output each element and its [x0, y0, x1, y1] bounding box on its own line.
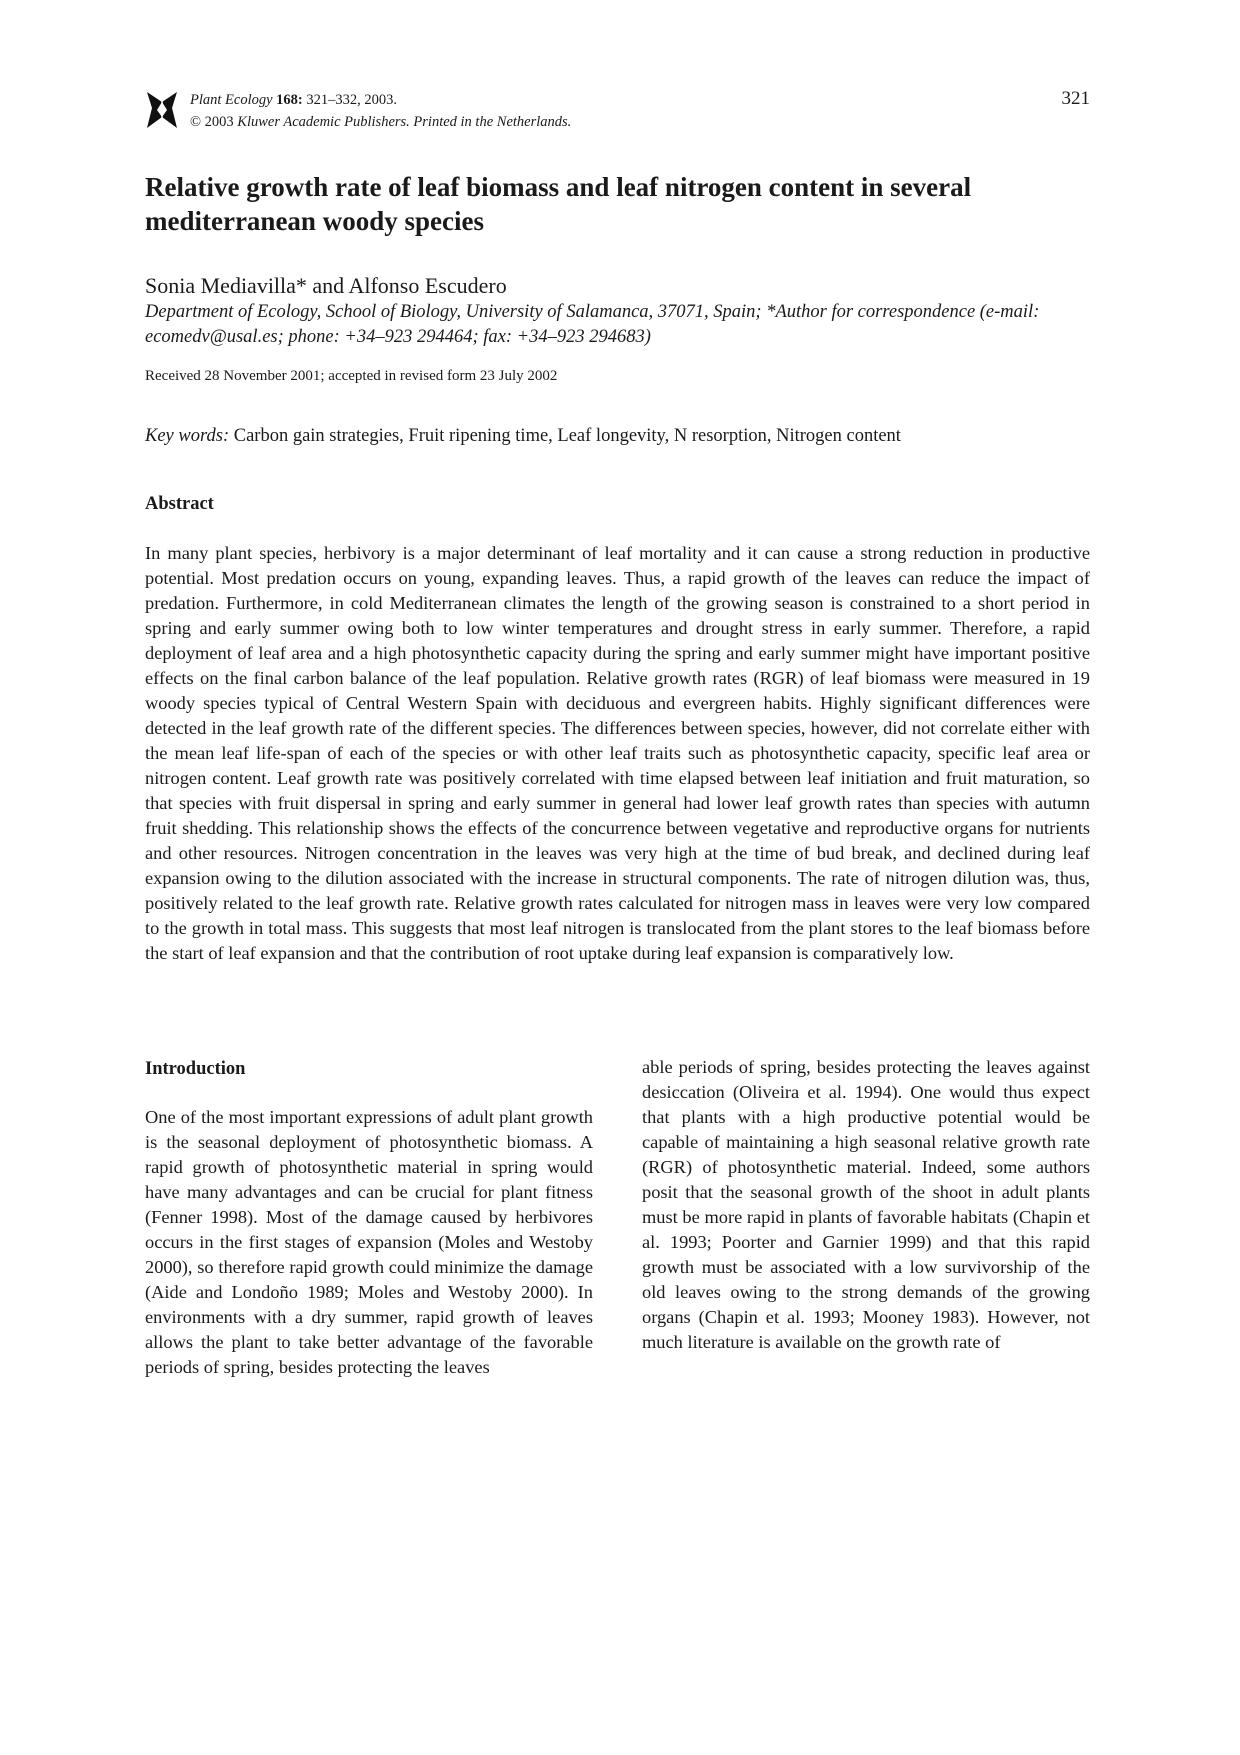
keywords-line [145, 424, 1090, 448]
abstract-text: In many plant species, herbivory is a major determinant of leaf mortality and it can cause a strong reduction in productive potential. Most predation occurs on young, expanding leaves. Thus, a rapid growth of the leaves can reduce the impact of predation. Furthermore, in cold Mediterranean climates the length of the growing season is constrained to a short period in spring and early summer owing both to low winter temperatures and drought stress in early summer. Therefore, a rapid deployment of leaf area and a high photosynthetic capacity during the spring and early summer might have important positive effects on the final carbon balance of the leaf population. Relative growth rates (RGR) of leaf biomass were measured in 19 woody species typical of Central Western Spain with deciduous and evergreen habits. Highly significant differences were detected in the leaf growth rate of the different species. The differences between species, however, did not correlate either with the mean leaf life-span of each of the species or with other leaf traits such as photosynthetic capacity, specific leaf area or nitrogen content. Leaf growth rate was positively correlated with time elapsed between leaf initiation and fruit maturation, so that species with fruit dispersal in spring and early summer in general had lower leaf growth rates than species with autumn fruit shedding. This relationship shows the effects of the concurrence between vegetative and reproductive organs for nutrients and other resources. Nitrogen concentration in the leaves was very high at the time of bud break, and declined during leaf expansion owing to the dilution associated with the increase in structural components. The rate of nitrogen dilution was, thus, positively related to the leaf growth rate. Relative growth rates calculated for nitrogen mass in leaves were very low compared to the growth in total mass. This suggests that most leaf nitrogen is translocated from the plant stores to the leaf biomass before the start of leaf expansion and that the contribution of root uptake during leaf expansion is comparatively low. [145, 543, 1090, 963]
article-authors: Sonia Mediavilla* and Alfonso Escudero [145, 273, 507, 298]
received-dates: Received 28 November 2001; accepted in revised form 23 July 2002 [145, 368, 558, 384]
copyright-year: © 2003 [190, 114, 238, 130]
keywords-label: Key words: [145, 426, 230, 446]
journal-volume: 168: [276, 92, 303, 108]
abstract-heading: Abstract [145, 494, 214, 514]
introduction-right-column: able periods of spring, besides protecting the leaves against desiccation (Oliveira et al. 1994). One would thus expect that plants with a high productive potential would be capable of maintaining a high seasonal relative growth rate (RGR) of photosynthetic material. Indeed, some authors posit that the seasonal growth of the shoot in adult plants must be more rapid in plants of favorable habitats (Chapin et al. 1993; Poorter and Garnier 1999) and that this rapid growth must be associated with a low survivorship of the old leaves owing to the strong demands of the growing organs (Chapin et al. 1993; Mooney 1983). However, not much literature is available on the growth rate of [642, 1057, 1090, 1352]
page-number: 321 [1061, 88, 1090, 109]
introduction-left-column: One of the most important expressions of adult plant growth is the seasonal deployment of photosynthetic biomass. A rapid growth of photosynthetic material in spring would have many advantages and can be crucial for plant fitness (Fenner 1998). Most of the damage caused by herbivores occurs in the first stages of expansion (Moles and Westoby 2000), so therefore rapid growth could minimize the damage (Aide and Londoño 1989; Moles and Westoby 2000). In environments with a dry summer, rapid growth of leaves allows the plant to take better advantage of the favorable periods of spring, besides protecting the leaves [145, 1107, 593, 1377]
copyright-line [190, 112, 571, 132]
journal-citation [190, 90, 397, 110]
keywords-list: Carbon gain strategies, Fruit ripening time, Leaf longevity, N resorption, Nitrogen content [229, 426, 901, 446]
author-affiliation: Department of Ecology, School of Biology, University of Salamanca, 37071, Spain; *Author for correspondence (e-mail: ecomedv@usal.es; phone: +34–923 294464; fax: +34–923 294683) [145, 302, 1040, 347]
journal-name: Plant Ecology [190, 92, 273, 108]
journal-pages-year: 321–332, 2003. [302, 92, 398, 108]
article-title: Relative growth rate of leaf biomass and leaf nitrogen content in several mediterranean woody species [145, 172, 972, 236]
publisher-logo-icon [145, 90, 179, 130]
publisher-name: Kluwer Academic Publishers. Printed in the Netherlands. [237, 114, 572, 130]
introduction-heading: Introduction [145, 1059, 246, 1079]
page-header [145, 90, 1090, 136]
